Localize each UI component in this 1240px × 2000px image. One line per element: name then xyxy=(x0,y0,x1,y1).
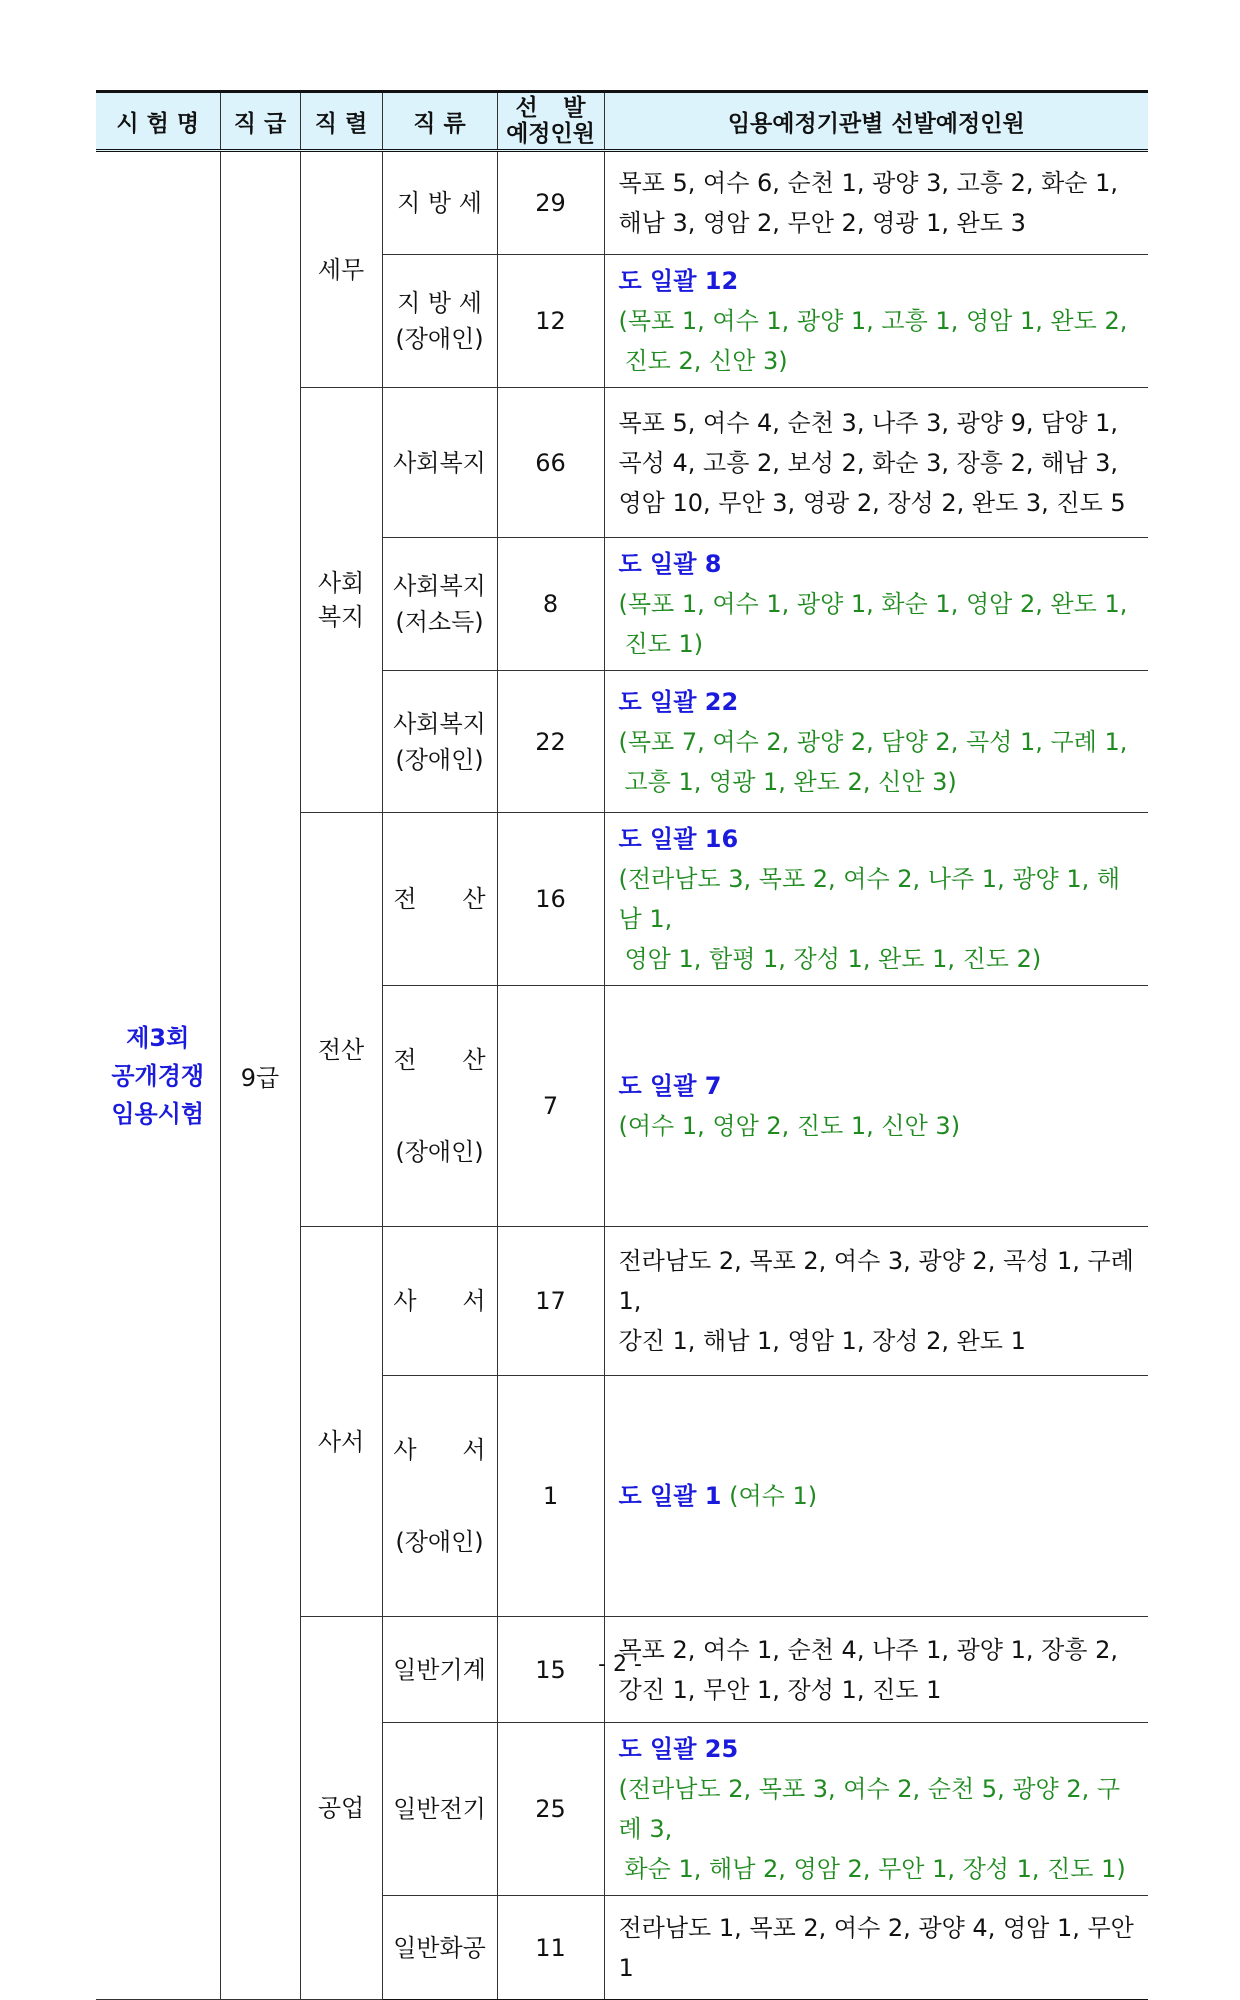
bulk-label: 도 일괄 25 xyxy=(618,1735,739,1763)
header-selection-top-right: 발 xyxy=(563,95,586,121)
kind-cell xyxy=(382,388,497,538)
kind-cell xyxy=(382,671,497,813)
count-cell: 16 xyxy=(497,813,604,986)
series-cell-welfare xyxy=(300,388,382,813)
detail-cell xyxy=(604,986,1148,1227)
detail-cell xyxy=(604,151,1148,255)
count-cell: 66 xyxy=(497,388,604,538)
kind-label: 사회복지 xyxy=(393,709,486,738)
detail-line: 영암 10, 무안 3, 영광 2, 장성 2, 완도 3, 진도 5 xyxy=(618,488,1126,517)
detail-line: 강진 1, 해남 1, 영암 1, 장성 2, 완도 1 xyxy=(618,1327,1026,1355)
series-label: 세무 xyxy=(317,255,365,284)
kind-label: 사회복지 xyxy=(393,572,486,600)
kind-label: 일반전기 xyxy=(393,1795,486,1823)
detail-line: 전라남도 1, 목포 2, 여수 2, 광양 4, 영암 1, 무안 1 xyxy=(618,1913,1134,1982)
kind-label: (장애인) xyxy=(395,325,484,353)
count-cell: 8 xyxy=(497,538,604,671)
series-label: 사서 xyxy=(317,1427,365,1456)
header-kind: 직 류 xyxy=(382,92,497,151)
kind-label: (장애인) xyxy=(395,1528,484,1556)
count-cell: 22 xyxy=(497,671,604,813)
header-selection-top xyxy=(498,95,604,121)
detail-line: 목포 2, 여수 1, 순천 4, 나주 1, 광양 1, 장흥 2, xyxy=(618,1635,1119,1664)
header-selection-bottom: 예정인원 xyxy=(506,121,595,147)
header-detail: 임용예정기관별 선발예정인원 xyxy=(604,92,1148,151)
detail-cell xyxy=(604,538,1148,671)
kind-cell xyxy=(382,1896,497,2000)
header-grade: 직 급 xyxy=(220,92,300,151)
kind-cell xyxy=(382,255,497,388)
detail-line: 전라남도 2, 목포 2, 여수 3, 광양 2, 곡성 1, 구례 1, xyxy=(618,1247,1134,1315)
detail-line: 목포 5, 여수 6, 순천 1, 광양 3, 고흥 2, 화순 1, xyxy=(618,169,1119,197)
detail-line: 강진 1, 무안 1, 장성 1, 진도 1 xyxy=(618,1675,942,1704)
detail-line: (목포 1, 여수 1, 광양 1, 화순 1, 영암 2, 완도 1, xyxy=(618,590,1128,618)
kind-label: 사 서 xyxy=(393,1436,486,1464)
detail-line: (전라남도 3, 목포 2, 여수 2, 나주 1, 광양 1, 해남 1, xyxy=(618,865,1121,933)
recruitment-table xyxy=(96,90,1148,2000)
kind-label: (장애인) xyxy=(395,745,484,774)
kind-label: (저소득) xyxy=(395,608,484,636)
detail-cell xyxy=(604,671,1148,813)
count-cell: 29 xyxy=(497,151,604,255)
detail-line: 화순 1, 해남 2, 영암 2, 무안 1, 장성 1, 진도 1) xyxy=(624,1855,1126,1883)
series-label: 전산 xyxy=(317,1035,365,1064)
detail-line: 곡성 4, 고흥 2, 보성 2, 화순 3, 장흥 2, 해남 3, xyxy=(618,448,1119,477)
count-cell: 11 xyxy=(497,1896,604,2000)
kind-label: 일반기계 xyxy=(393,1655,486,1684)
kind-cell xyxy=(382,986,497,1227)
kind-cell xyxy=(382,1723,497,1896)
series-label: 공업 xyxy=(317,1794,365,1822)
bulk-label: 도 일괄 1 xyxy=(618,1482,722,1510)
count-cell: 17 xyxy=(497,1227,604,1376)
page-number: - 2 - xyxy=(598,1652,642,1677)
bulk-label: 도 일괄 16 xyxy=(618,825,739,853)
count-cell: 25 xyxy=(497,1723,604,1896)
kind-label: 지 방 세 xyxy=(397,289,482,317)
kind-label: 지 방 세 xyxy=(397,189,482,217)
detail-line: 목포 5, 여수 4, 순천 3, 나주 3, 광양 9, 담양 1, xyxy=(618,408,1119,437)
series-cell-tax xyxy=(300,151,382,388)
detail-line: 진도 2, 신안 3) xyxy=(624,347,788,375)
kind-label: 전 산 xyxy=(393,1046,486,1074)
bulk-label: 도 일괄 12 xyxy=(618,267,739,295)
kind-label: 전 산 xyxy=(393,885,486,913)
kind-cell xyxy=(382,151,497,255)
exam-name-line: 공개경쟁 xyxy=(111,1061,205,1090)
count-cell: 12 xyxy=(497,255,604,388)
exam-name-line: 임용시험 xyxy=(111,1099,205,1128)
detail-line: (여수 1, 영암 2, 진도 1, 신안 3) xyxy=(618,1112,961,1140)
detail-cell xyxy=(604,1376,1148,1617)
detail-cell xyxy=(604,1896,1148,2000)
kind-label: 사 서 xyxy=(393,1287,486,1315)
bulk-label: 도 일괄 22 xyxy=(618,687,739,716)
bulk-label: 도 일괄 8 xyxy=(618,550,722,578)
detail-cell xyxy=(604,813,1148,986)
detail-line: (목포 7, 여수 2, 광양 2, 담양 2, 곡성 1, 구례 1, xyxy=(618,727,1128,756)
kind-label: 일반화공 xyxy=(393,1933,486,1962)
count-cell: 15 xyxy=(497,1617,604,1723)
table-row xyxy=(96,151,1148,255)
kind-cell xyxy=(382,1227,497,1376)
kind-cell xyxy=(382,538,497,671)
detail-cell xyxy=(604,255,1148,388)
header-selection-count xyxy=(497,92,604,151)
detail-line: 영암 1, 함평 1, 장성 1, 완도 1, 진도 2) xyxy=(624,945,1042,973)
exam-name-cell xyxy=(96,151,220,2000)
series-cell-computing xyxy=(300,813,382,1227)
count-cell: 1 xyxy=(497,1376,604,1617)
detail-line: (목포 1, 여수 1, 광양 1, 고흥 1, 영암 1, 완도 2, xyxy=(618,307,1128,335)
detail-line: (전라남도 2, 목포 3, 여수 2, 순천 5, 광양 2, 구례 3, xyxy=(618,1775,1121,1843)
header-exam-name: 시 험 명 xyxy=(96,92,220,151)
header-series: 직 렬 xyxy=(300,92,382,151)
series-cell-librarian xyxy=(300,1227,382,1617)
kind-cell xyxy=(382,1376,497,1617)
detail-line: 진도 1) xyxy=(624,630,704,658)
exam-name-line: 제3회 xyxy=(126,1023,190,1052)
detail-cell xyxy=(604,1723,1148,1896)
detail-cell xyxy=(604,1227,1148,1376)
detail-cell xyxy=(604,388,1148,538)
kind-cell xyxy=(382,813,497,986)
detail-line: (여수 1) xyxy=(729,1482,818,1510)
table-header-row xyxy=(96,92,1148,151)
header-selection-top-left: 선 xyxy=(515,95,538,121)
series-label: 사회 xyxy=(317,569,365,597)
detail-line: 해남 3, 영암 2, 무안 2, 영광 1, 완도 3 xyxy=(618,209,1026,237)
kind-label: 사회복지 xyxy=(393,448,486,477)
bulk-label: 도 일괄 7 xyxy=(618,1072,722,1100)
detail-line: 고흥 1, 영광 1, 완도 2, 신안 3) xyxy=(624,767,957,796)
grade-cell: 9급 xyxy=(220,151,300,2000)
series-label: 복지 xyxy=(317,603,365,631)
count-cell: 7 xyxy=(497,986,604,1227)
kind-label: (장애인) xyxy=(395,1138,484,1166)
